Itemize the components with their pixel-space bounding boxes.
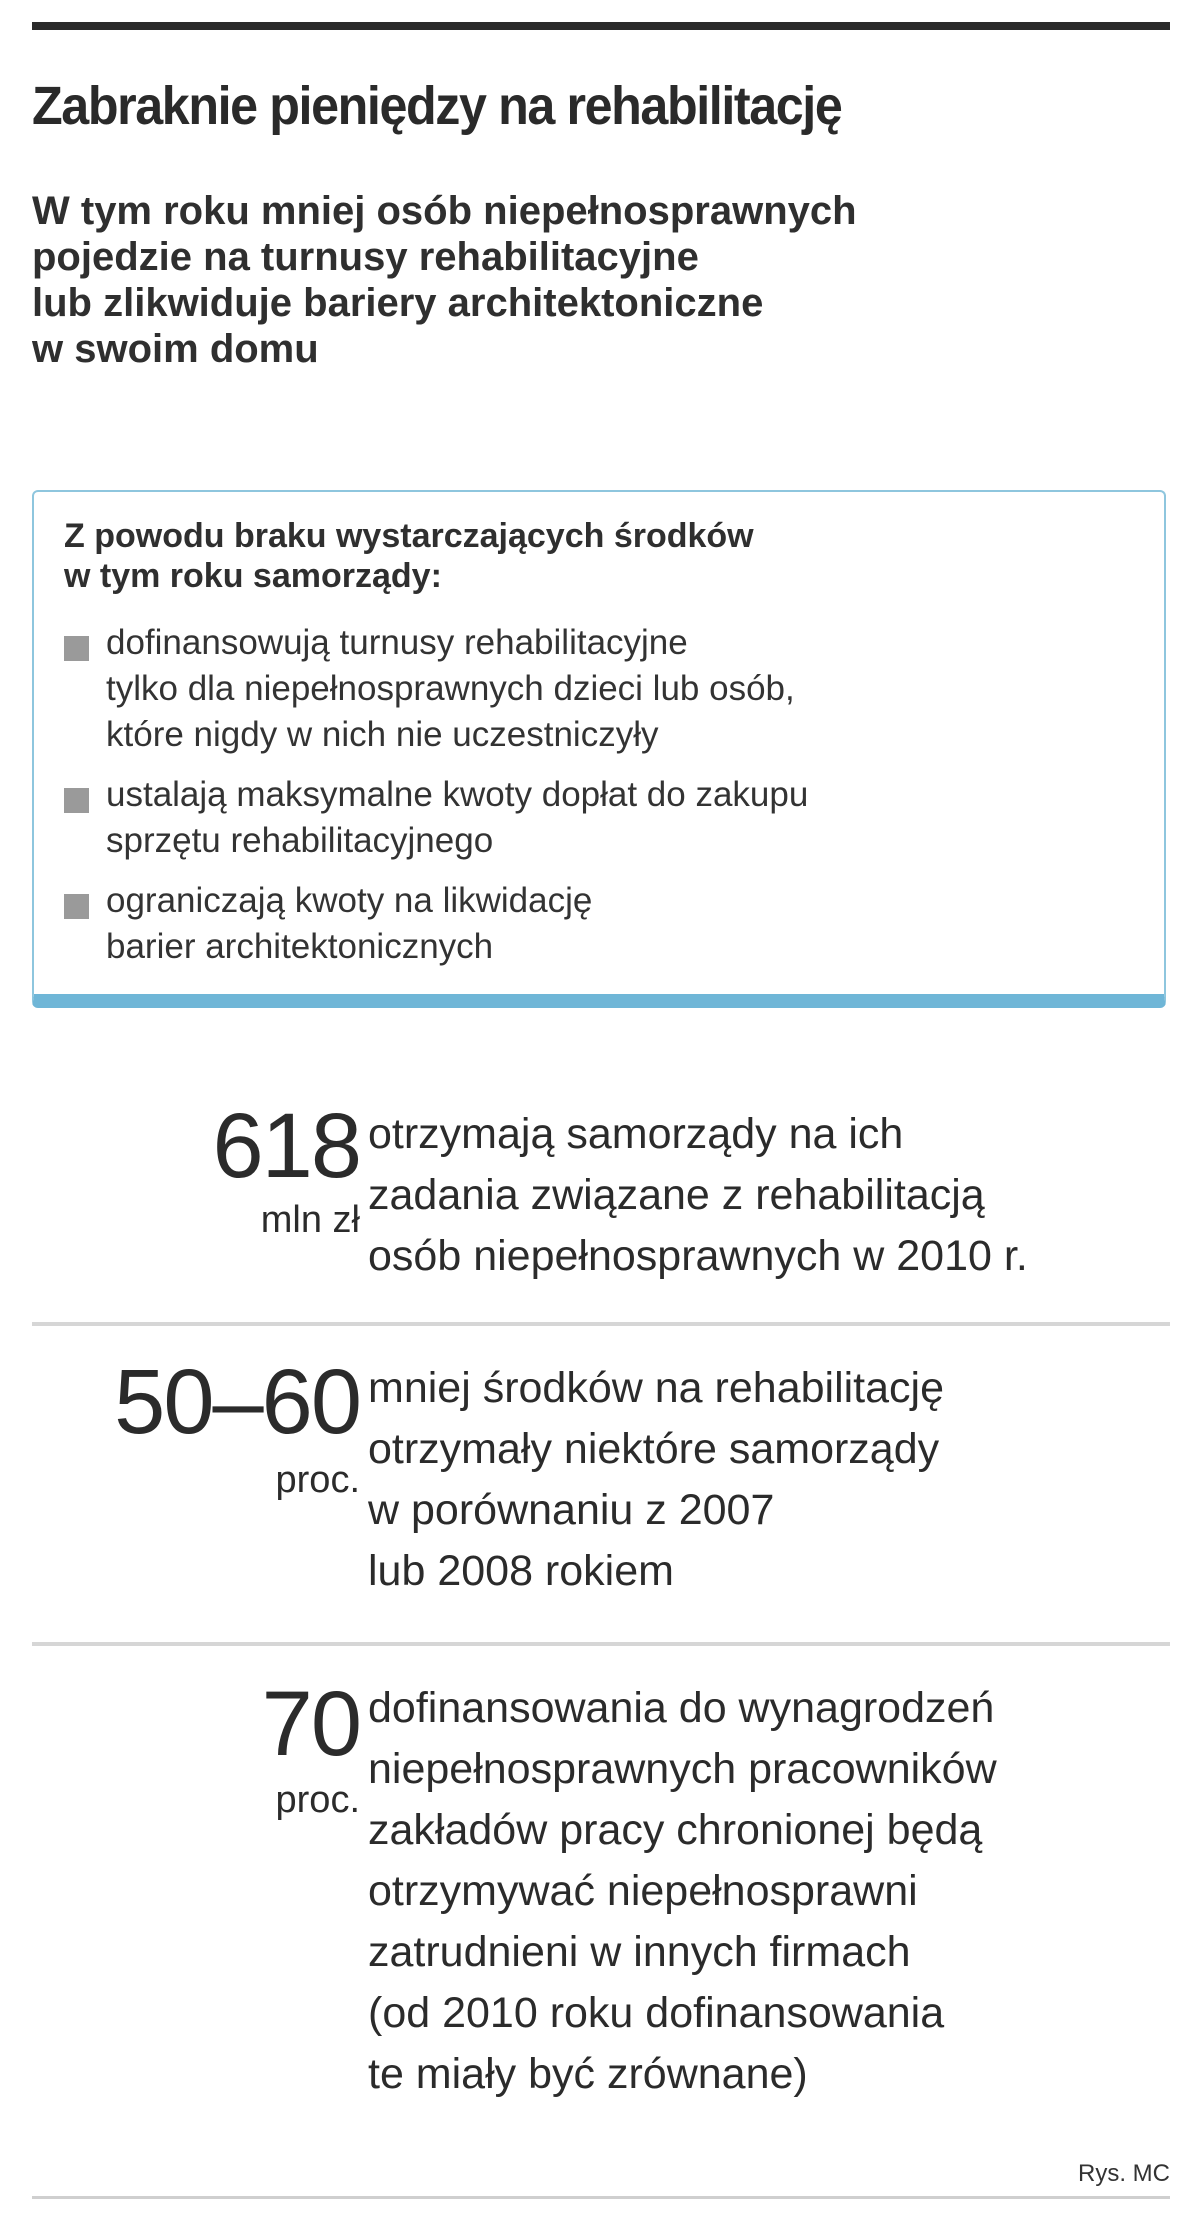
stat-description-line: zatrudnieni w innych firmach <box>368 1928 911 1976</box>
stat-description <box>368 1104 1178 1287</box>
stat-number: 70 <box>261 1673 360 1775</box>
stat-description-line: mniej środków na rehabilitację <box>368 1364 945 1412</box>
list-item-line: które nigdy w nich nie uczestniczyły <box>106 715 659 754</box>
list-item-line: ograniczają kwoty na likwidację <box>106 881 593 920</box>
list-item-line: sprzętu rehabilitacyjnego <box>106 821 494 860</box>
stat-description-line: zakładów pracy chronionej będą <box>368 1806 983 1854</box>
separator <box>32 1642 1170 1646</box>
lead-line: W tym roku mniej osób niepełnosprawnych <box>32 189 857 233</box>
stat-description-line: otrzymają samorządy na ich <box>368 1110 904 1158</box>
list-item-line: ustalają maksymalne kwoty dopłat do zakupu <box>106 775 809 814</box>
stat-description <box>368 1358 1178 1602</box>
stat-description-line: zadania związane z rehabilitacją <box>368 1171 985 1219</box>
stat-number: 618 <box>212 1095 360 1197</box>
separator <box>32 1322 1170 1326</box>
list-item <box>64 772 1144 864</box>
info-box <box>32 490 1166 1008</box>
bottom-rule <box>32 2196 1170 2199</box>
square-bullet-icon <box>64 788 89 813</box>
stat-description-line: niepełnosprawnych pracowników <box>368 1745 997 1793</box>
stat-description-line: dofinansowania do wynagrodzeń <box>368 1684 995 1732</box>
lead-line: pojedzie na turnusy rehabilitacyjne <box>32 235 699 279</box>
stat-description <box>368 1678 1178 2105</box>
square-bullet-icon <box>64 894 89 919</box>
square-bullet-icon <box>64 636 89 661</box>
stat-description-line: w porównaniu z 2007 <box>368 1486 775 1534</box>
headline: Zabraknie pieniędzy na rehabilitację <box>32 76 842 136</box>
info-box-list <box>64 620 1144 984</box>
stat-description-line: osób niepełnosprawnych w 2010 r. <box>368 1232 1028 1280</box>
stat-description-line: otrzymały niektóre samorządy <box>368 1425 940 1473</box>
info-box-title <box>64 516 754 596</box>
list-item-line: barier architektonicznych <box>106 927 494 966</box>
list-item-line: tylko dla niepełnosprawnych dzieci lub osób, <box>106 669 795 708</box>
lead-line: w swoim domu <box>32 327 319 371</box>
stat-description-line: lub 2008 rokiem <box>368 1547 674 1595</box>
lead-paragraph <box>32 188 1182 372</box>
top-rule <box>32 22 1170 30</box>
list-item <box>64 620 1144 758</box>
image-credit: Rys. MC <box>1078 2160 1170 2187</box>
stat-description-line: (od 2010 roku dofinansowania <box>368 1989 945 2037</box>
list-item-line: dofinansowują turnusy rehabilitacyjne <box>106 623 688 662</box>
info-box-title-line: w tym roku samorządy: <box>64 557 442 595</box>
stat-number: 50–60 <box>114 1351 360 1453</box>
stat-unit: proc. <box>275 1779 360 1821</box>
stat-unit: mln zł <box>260 1199 360 1241</box>
list-item <box>64 878 1144 970</box>
info-box-title-line: Z powodu braku wystarczających środków <box>64 517 754 555</box>
stat-description-line: te miały być zrównane) <box>368 2050 808 2098</box>
stat-description-line: otrzymywać niepełnosprawni <box>368 1867 918 1915</box>
stat-unit: proc. <box>275 1459 360 1501</box>
lead-line: lub zlikwiduje bariery architektoniczne <box>32 281 764 325</box>
